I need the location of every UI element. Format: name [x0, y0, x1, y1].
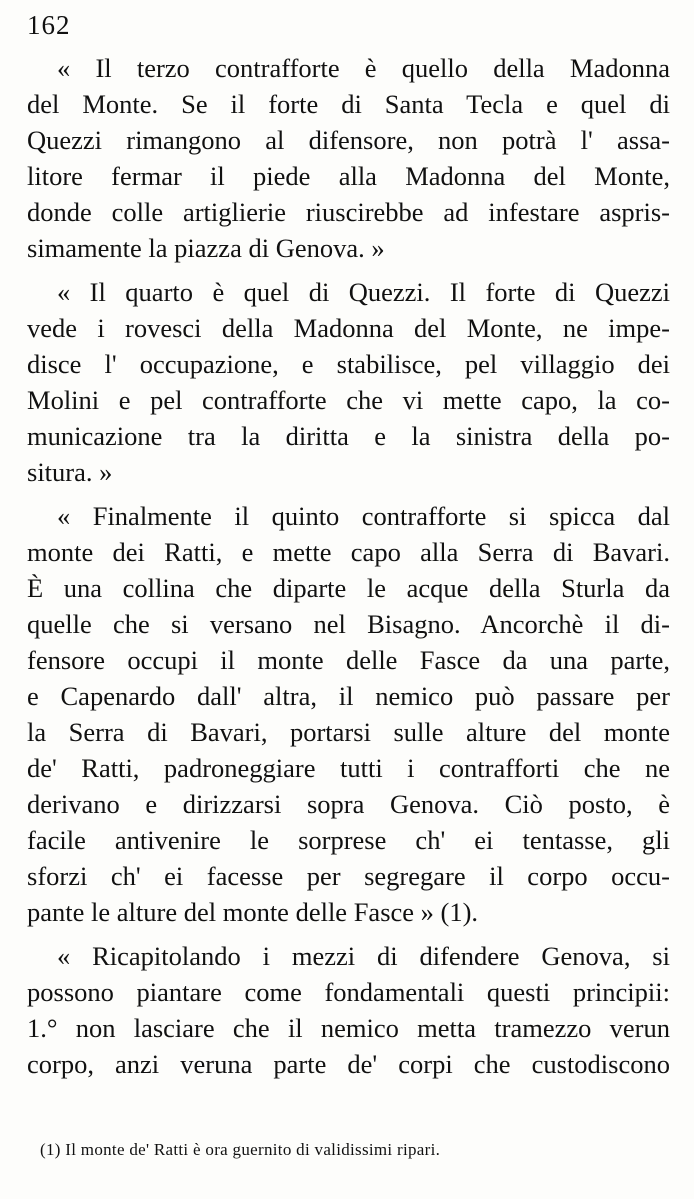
text-line: derivano e dirizzarsi sopra Genova. Ciò posto, è	[27, 789, 670, 819]
text-line: situra. »	[27, 457, 113, 487]
text-line: È una collina che diparte le acque della Sturla da	[27, 573, 670, 603]
paragraph	[27, 50, 670, 266]
text-line: possono piantare come fondamentali questi principii:	[27, 977, 670, 1007]
paragraph	[27, 938, 670, 1082]
text-line: fensore occupi il monte delle Fasce da una parte,	[27, 645, 670, 675]
text-line: de' Ratti, padroneggiare tutti i contrafforti che ne	[27, 753, 670, 783]
text-line: Quezzi rimangono al difensore, non potrà l' assa-	[27, 125, 670, 155]
text-line: quelle che si versano nel Bisagno. Ancorchè il di-	[27, 609, 670, 639]
footnote: (1) Il monte de' Ratti è ora guernito di validissimi ripari.	[40, 1140, 441, 1159]
text-line: Molini e pel contrafforte che vi mette capo, la co-	[27, 385, 670, 415]
text-line: « Finalmente il quinto contrafforte si spicca dal	[57, 501, 670, 531]
text-line: municazione tra la diritta e la sinistra della po-	[27, 421, 670, 451]
text-line: litore fermar il piede alla Madonna del Monte,	[27, 161, 670, 191]
text-line: pante le alture del monte delle Fasce » (1).	[27, 897, 479, 927]
text-line: corpo, anzi veruna parte de' corpi che custodiscono	[27, 1049, 670, 1079]
text-line: « Il quarto è quel di Quezzi. Il forte di Quezzi	[57, 277, 670, 307]
text-line: disce l' occupazione, e stabilisce, pel villaggio dei	[27, 349, 670, 379]
text-line: « Ricapitolando i mezzi di difendere Genova, si	[57, 941, 670, 971]
text-line: monte dei Ratti, e mette capo alla Serra di Bavari.	[27, 537, 670, 567]
paragraph	[27, 498, 670, 930]
text-line: vede i rovesci della Madonna del Monte, ne impe-	[27, 313, 670, 343]
page-number: 162	[27, 10, 71, 40]
paragraph	[27, 274, 670, 490]
text-line: 1.° non lasciare che il nemico metta tramezzo verun	[27, 1013, 670, 1043]
text-line: la Serra di Bavari, portarsi sulle alture del monte	[27, 717, 670, 747]
text-line: del Monte. Se il forte di Santa Tecla e quel di	[27, 89, 670, 119]
text-line: donde colle artiglierie riuscirebbe ad infestare aspris-	[27, 197, 670, 227]
text-line: simamente la piazza di Genova. »	[27, 233, 385, 263]
text-line: facile antivenire le sorprese ch' ei tentasse, gli	[27, 825, 670, 855]
text-line: « Il terzo contrafforte è quello della Madonna	[57, 53, 670, 83]
body-text	[27, 50, 670, 1082]
text-line: e Capenardo dall' altra, il nemico può passare per	[27, 681, 670, 711]
text-line: sforzi ch' ei facesse per segregare il corpo occu-	[27, 861, 670, 891]
